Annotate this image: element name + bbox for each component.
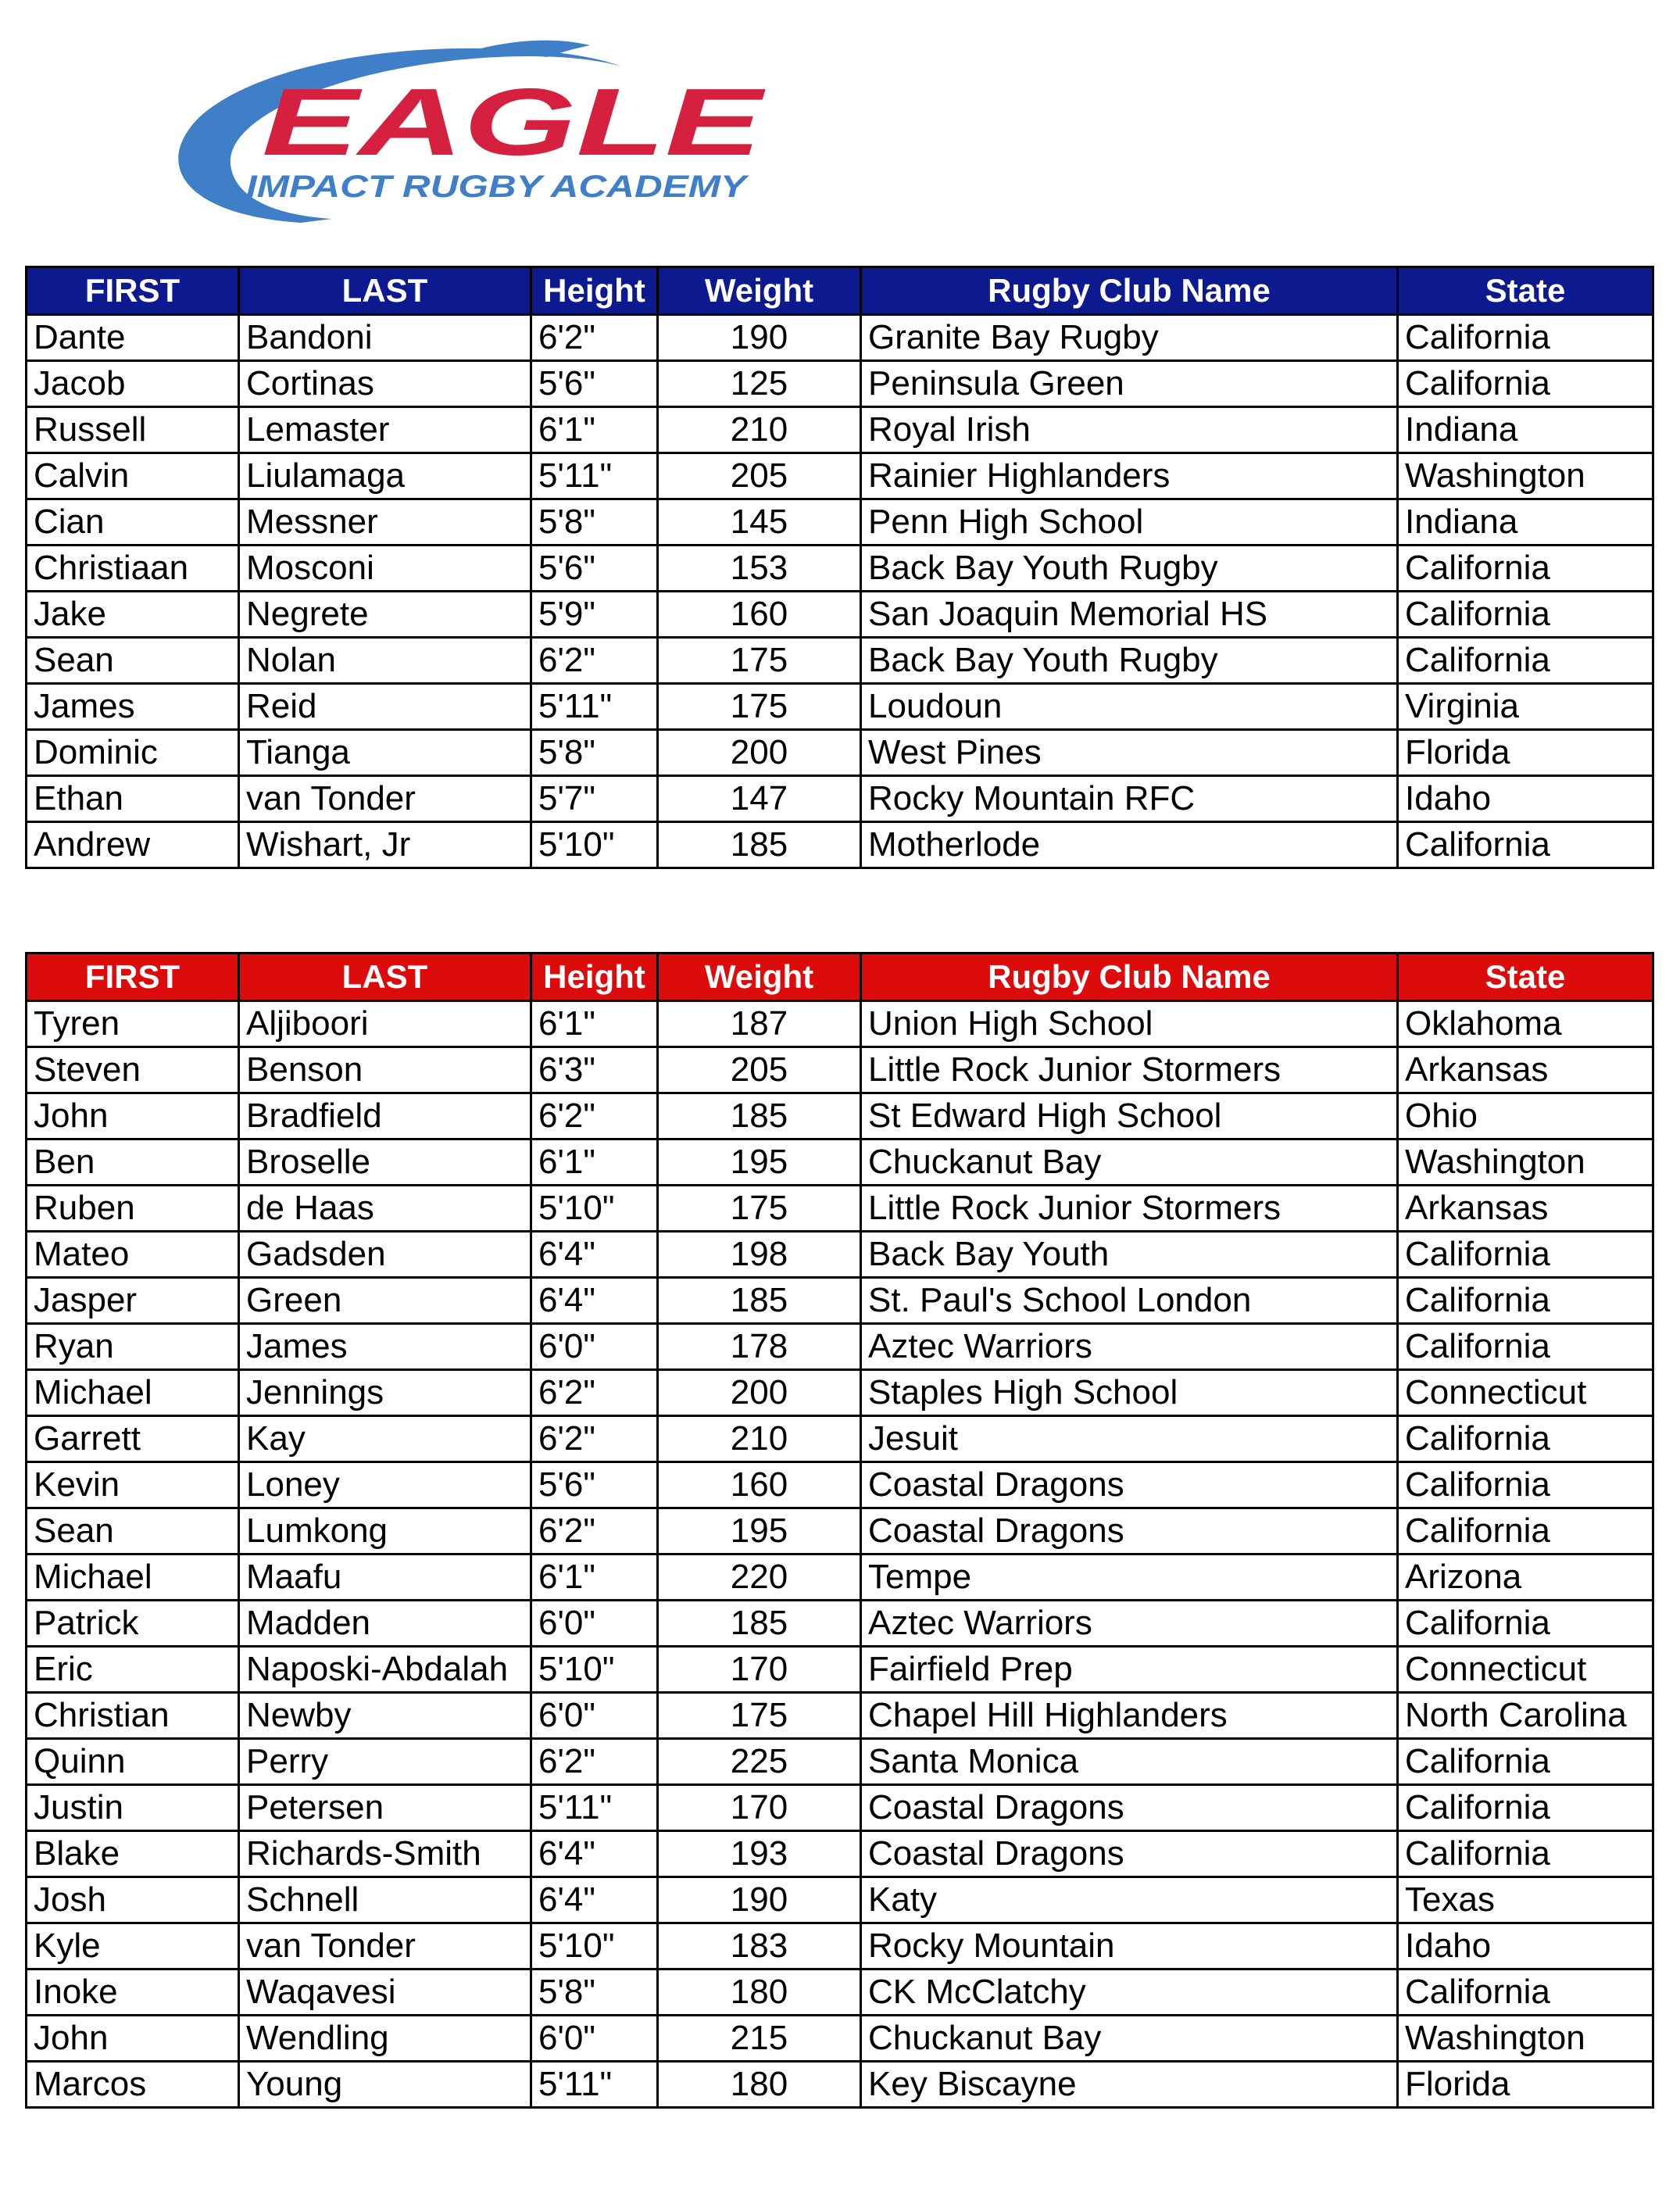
cell-club-name: Chuckanut Bay xyxy=(861,1139,1398,1186)
table-row xyxy=(27,1508,1653,1554)
table-row xyxy=(27,453,1653,499)
cell-last-name: Wishart, Jr xyxy=(239,822,531,868)
cell-club-name: West Pines xyxy=(861,730,1398,776)
cell-height: 6'0" xyxy=(531,1601,658,1647)
column-header-state: State xyxy=(1398,267,1653,315)
cell-weight: 170 xyxy=(658,1785,861,1831)
cell-last-name: Lemaster xyxy=(239,407,531,453)
cell-first-name: Kevin xyxy=(27,1462,239,1508)
cell-last-name: Waqavesi xyxy=(239,1970,531,2016)
cell-state: California xyxy=(1398,546,1653,592)
cell-last-name: Mosconi xyxy=(239,546,531,592)
cell-club-name: Coastal Dragons xyxy=(861,1785,1398,1831)
cell-last-name: Negrete xyxy=(239,592,531,638)
cell-weight: 180 xyxy=(658,1970,861,2016)
cell-first-name: Patrick xyxy=(27,1601,239,1647)
cell-height: 6'4" xyxy=(531,1278,658,1324)
cell-first-name: Ryan xyxy=(27,1324,239,1370)
cell-last-name: Perry xyxy=(239,1739,531,1785)
cell-last-name: de Haas xyxy=(239,1186,531,1232)
column-header-last-name: LAST xyxy=(239,267,531,315)
table-row xyxy=(27,315,1653,361)
cell-state: Ohio xyxy=(1398,1093,1653,1139)
cell-weight: 153 xyxy=(658,546,861,592)
cell-state: Idaho xyxy=(1398,1923,1653,1970)
cell-last-name: Liulamaga xyxy=(239,453,531,499)
table-row xyxy=(27,361,1653,407)
cell-first-name: Ben xyxy=(27,1139,239,1186)
table-row xyxy=(27,1554,1653,1601)
cell-club-name: Back Bay Youth Rugby xyxy=(861,638,1398,684)
cell-first-name: Jasper xyxy=(27,1278,239,1324)
cell-last-name: van Tonder xyxy=(239,776,531,822)
cell-first-name: Andrew xyxy=(27,822,239,868)
table-row xyxy=(27,1324,1653,1370)
table-row xyxy=(27,1370,1653,1416)
cell-weight: 160 xyxy=(658,1462,861,1508)
cell-first-name: Ethan xyxy=(27,776,239,822)
cell-club-name: Royal Irish xyxy=(861,407,1398,453)
cell-height: 6'2" xyxy=(531,1739,658,1785)
cell-weight: 205 xyxy=(658,453,861,499)
cell-first-name: John xyxy=(27,1093,239,1139)
cell-weight: 185 xyxy=(658,1093,861,1139)
cell-state: Indiana xyxy=(1398,407,1653,453)
cell-state: Idaho xyxy=(1398,776,1653,822)
cell-height: 5'6" xyxy=(531,1462,658,1508)
cell-last-name: Maafu xyxy=(239,1554,531,1601)
cell-height: 6'4" xyxy=(531,1232,658,1278)
table-row xyxy=(27,776,1653,822)
column-header-first-name: FIRST xyxy=(27,267,239,315)
cell-last-name: Petersen xyxy=(239,1785,531,1831)
logo-subtitle: IMPACT RUGBY ACADEMY xyxy=(246,170,750,204)
cell-weight: 220 xyxy=(658,1554,861,1601)
column-header-first-name: FIRST xyxy=(27,953,239,1001)
cell-height: 6'0" xyxy=(531,1693,658,1739)
cell-last-name: Nolan xyxy=(239,638,531,684)
cell-first-name: Eric xyxy=(27,1647,239,1693)
cell-state: California xyxy=(1398,1739,1653,1785)
cell-state: California xyxy=(1398,1970,1653,2016)
cell-height: 6'3" xyxy=(531,1047,658,1093)
cell-club-name: Coastal Dragons xyxy=(861,1462,1398,1508)
cell-first-name: Kyle xyxy=(27,1923,239,1970)
cell-club-name: CK McClatchy xyxy=(861,1970,1398,2016)
cell-height: 6'0" xyxy=(531,2016,658,2062)
table-row xyxy=(27,1877,1653,1923)
cell-weight: 205 xyxy=(658,1047,861,1093)
cell-club-name: Santa Monica xyxy=(861,1739,1398,1785)
cell-state: Virginia xyxy=(1398,684,1653,730)
column-header-weight: Weight xyxy=(658,267,861,315)
cell-first-name: Marcos xyxy=(27,2062,239,2108)
table-row xyxy=(27,1647,1653,1693)
cell-height: 6'2" xyxy=(531,1093,658,1139)
cell-last-name: Gadsden xyxy=(239,1232,531,1278)
cell-state: California xyxy=(1398,592,1653,638)
cell-last-name: James xyxy=(239,1324,531,1370)
table-row xyxy=(27,2016,1653,2062)
cell-first-name: Jake xyxy=(27,592,239,638)
cell-state: California xyxy=(1398,638,1653,684)
table-row xyxy=(27,822,1653,868)
cell-height: 5'11" xyxy=(531,453,658,499)
cell-last-name: Newby xyxy=(239,1693,531,1739)
cell-club-name: Chapel Hill Highlanders xyxy=(861,1693,1398,1739)
table-row xyxy=(27,1278,1653,1324)
cell-first-name: Justin xyxy=(27,1785,239,1831)
cell-state: Indiana xyxy=(1398,499,1653,546)
cell-club-name: Rocky Mountain xyxy=(861,1923,1398,1970)
cell-state: Connecticut xyxy=(1398,1370,1653,1416)
cell-weight: 210 xyxy=(658,1416,861,1462)
cell-first-name: Michael xyxy=(27,1370,239,1416)
cell-state: California xyxy=(1398,1462,1653,1508)
cell-club-name: St. Paul's School London xyxy=(861,1278,1398,1324)
cell-last-name: Cortinas xyxy=(239,361,531,407)
table-row xyxy=(27,1923,1653,1970)
table-row xyxy=(27,1601,1653,1647)
cell-height: 6'1" xyxy=(531,407,658,453)
table-row xyxy=(27,1232,1653,1278)
cell-last-name: van Tonder xyxy=(239,1923,531,1970)
cell-club-name: Tempe xyxy=(861,1554,1398,1601)
cell-last-name: Naposki-Abdalah xyxy=(239,1647,531,1693)
cell-state: Arkansas xyxy=(1398,1186,1653,1232)
cell-last-name: Kay xyxy=(239,1416,531,1462)
cell-weight: 125 xyxy=(658,361,861,407)
cell-weight: 198 xyxy=(658,1232,861,1278)
table-row xyxy=(27,684,1653,730)
cell-weight: 193 xyxy=(658,1831,861,1877)
cell-club-name: Back Bay Youth xyxy=(861,1232,1398,1278)
cell-weight: 170 xyxy=(658,1647,861,1693)
cell-first-name: Tyren xyxy=(27,1001,239,1047)
cell-state: Florida xyxy=(1398,2062,1653,2108)
cell-first-name: Mateo xyxy=(27,1232,239,1278)
cell-height: 5'11" xyxy=(531,2062,658,2108)
cell-first-name: Quinn xyxy=(27,1739,239,1785)
cell-club-name: Aztec Warriors xyxy=(861,1601,1398,1647)
cell-club-name: Katy xyxy=(861,1877,1398,1923)
cell-club-name: Coastal Dragons xyxy=(861,1831,1398,1877)
cell-height: 6'2" xyxy=(531,638,658,684)
cell-weight: 185 xyxy=(658,822,861,868)
cell-state: California xyxy=(1398,315,1653,361)
cell-first-name: Calvin xyxy=(27,453,239,499)
cell-last-name: Messner xyxy=(239,499,531,546)
cell-state: Texas xyxy=(1398,1877,1653,1923)
cell-first-name: James xyxy=(27,684,239,730)
cell-club-name: Rocky Mountain RFC xyxy=(861,776,1398,822)
cell-height: 6'1" xyxy=(531,1001,658,1047)
cell-weight: 187 xyxy=(658,1001,861,1047)
cell-state: California xyxy=(1398,361,1653,407)
cell-club-name: Little Rock Junior Stormers xyxy=(861,1047,1398,1093)
cell-last-name: Aljiboori xyxy=(239,1001,531,1047)
cell-height: 6'1" xyxy=(531,1139,658,1186)
cell-weight: 175 xyxy=(658,638,861,684)
cell-weight: 175 xyxy=(658,684,861,730)
cell-weight: 190 xyxy=(658,315,861,361)
table-header-row xyxy=(27,953,1653,1001)
cell-club-name: Jesuit xyxy=(861,1416,1398,1462)
roster-table-1 xyxy=(25,266,1654,869)
cell-state: Washington xyxy=(1398,453,1653,499)
table-row xyxy=(27,1693,1653,1739)
cell-height: 5'10" xyxy=(531,822,658,868)
table-row xyxy=(27,1785,1653,1831)
cell-state: Oklahoma xyxy=(1398,1001,1653,1047)
cell-last-name: Benson xyxy=(239,1047,531,1093)
table-row xyxy=(27,499,1653,546)
cell-weight: 200 xyxy=(658,1370,861,1416)
cell-state: California xyxy=(1398,1278,1653,1324)
cell-height: 5'10" xyxy=(531,1647,658,1693)
table-row xyxy=(27,1416,1653,1462)
cell-first-name: Josh xyxy=(27,1877,239,1923)
cell-first-name: Cian xyxy=(27,499,239,546)
cell-height: 5'11" xyxy=(531,1785,658,1831)
cell-weight: 160 xyxy=(658,592,861,638)
cell-state: California xyxy=(1398,1324,1653,1370)
cell-state: California xyxy=(1398,822,1653,868)
cell-weight: 195 xyxy=(658,1508,861,1554)
cell-first-name: Jacob xyxy=(27,361,239,407)
table-row xyxy=(27,1186,1653,1232)
column-header-club-name: Rugby Club Name xyxy=(861,953,1398,1001)
roster-table-2 xyxy=(25,952,1654,2109)
column-header-last-name: LAST xyxy=(239,953,531,1001)
cell-club-name: Aztec Warriors xyxy=(861,1324,1398,1370)
cell-club-name: Fairfield Prep xyxy=(861,1647,1398,1693)
cell-weight: 145 xyxy=(658,499,861,546)
cell-club-name: Peninsula Green xyxy=(861,361,1398,407)
cell-club-name: Rainier Highlanders xyxy=(861,453,1398,499)
table-row xyxy=(27,1462,1653,1508)
cell-first-name: John xyxy=(27,2016,239,2062)
cell-state: Florida xyxy=(1398,730,1653,776)
cell-last-name: Bradfield xyxy=(239,1093,531,1139)
cell-last-name: Tianga xyxy=(239,730,531,776)
cell-last-name: Schnell xyxy=(239,1877,531,1923)
cell-last-name: Broselle xyxy=(239,1139,531,1186)
column-header-height: Height xyxy=(531,953,658,1001)
cell-height: 6'4" xyxy=(531,1831,658,1877)
cell-first-name: Inoke xyxy=(27,1970,239,2016)
cell-height: 6'1" xyxy=(531,1554,658,1601)
cell-last-name: Wendling xyxy=(239,2016,531,2062)
cell-state: California xyxy=(1398,1508,1653,1554)
cell-club-name: Penn High School xyxy=(861,499,1398,546)
cell-height: 5'6" xyxy=(531,546,658,592)
table-row xyxy=(27,592,1653,638)
cell-height: 6'0" xyxy=(531,1324,658,1370)
cell-first-name: Dominic xyxy=(27,730,239,776)
cell-height: 6'4" xyxy=(531,1877,658,1923)
cell-height: 5'8" xyxy=(531,499,658,546)
cell-state: Arkansas xyxy=(1398,1047,1653,1093)
cell-last-name: Lumkong xyxy=(239,1508,531,1554)
cell-weight: 183 xyxy=(658,1923,861,1970)
column-header-club-name: Rugby Club Name xyxy=(861,267,1398,315)
cell-last-name: Madden xyxy=(239,1601,531,1647)
cell-state: California xyxy=(1398,1416,1653,1462)
table-row xyxy=(27,1139,1653,1186)
cell-state: California xyxy=(1398,1232,1653,1278)
cell-weight: 200 xyxy=(658,730,861,776)
cell-first-name: Sean xyxy=(27,638,239,684)
cell-first-name: Christiaan xyxy=(27,546,239,592)
cell-club-name: St Edward High School xyxy=(861,1093,1398,1139)
cell-state: Connecticut xyxy=(1398,1647,1653,1693)
cell-state: Washington xyxy=(1398,2016,1653,2062)
cell-first-name: Garrett xyxy=(27,1416,239,1462)
cell-first-name: Dante xyxy=(27,315,239,361)
table-row xyxy=(27,1001,1653,1047)
cell-weight: 185 xyxy=(658,1601,861,1647)
table-row xyxy=(27,638,1653,684)
cell-state: California xyxy=(1398,1831,1653,1877)
cell-club-name: Granite Bay Rugby xyxy=(861,315,1398,361)
cell-weight: 175 xyxy=(658,1186,861,1232)
cell-height: 6'2" xyxy=(531,1416,658,1462)
cell-height: 6'2" xyxy=(531,1508,658,1554)
cell-state: Washington xyxy=(1398,1139,1653,1186)
cell-height: 5'10" xyxy=(531,1923,658,1970)
cell-weight: 195 xyxy=(658,1139,861,1186)
cell-first-name: Christian xyxy=(27,1693,239,1739)
cell-first-name: Steven xyxy=(27,1047,239,1093)
cell-club-name: Coastal Dragons xyxy=(861,1508,1398,1554)
column-header-weight: Weight xyxy=(658,953,861,1001)
table-row xyxy=(27,730,1653,776)
cell-height: 5'11" xyxy=(531,684,658,730)
logo-title: EAGLE xyxy=(262,69,767,175)
cell-state: Arizona xyxy=(1398,1554,1653,1601)
cell-club-name: Motherlode xyxy=(861,822,1398,868)
cell-height: 5'8" xyxy=(531,730,658,776)
cell-height: 6'2" xyxy=(531,1370,658,1416)
cell-state: California xyxy=(1398,1785,1653,1831)
cell-last-name: Jennings xyxy=(239,1370,531,1416)
cell-club-name: Staples High School xyxy=(861,1370,1398,1416)
cell-weight: 190 xyxy=(658,1877,861,1923)
cell-state: California xyxy=(1398,1601,1653,1647)
cell-first-name: Ruben xyxy=(27,1186,239,1232)
table-row xyxy=(27,1093,1653,1139)
cell-weight: 215 xyxy=(658,2016,861,2062)
cell-last-name: Reid xyxy=(239,684,531,730)
cell-height: 5'10" xyxy=(531,1186,658,1232)
cell-first-name: Blake xyxy=(27,1831,239,1877)
cell-weight: 210 xyxy=(658,407,861,453)
cell-club-name: Back Bay Youth Rugby xyxy=(861,546,1398,592)
cell-height: 6'2" xyxy=(531,315,658,361)
cell-weight: 185 xyxy=(658,1278,861,1324)
cell-weight: 175 xyxy=(658,1693,861,1739)
cell-weight: 225 xyxy=(658,1739,861,1785)
table-row xyxy=(27,407,1653,453)
cell-height: 5'7" xyxy=(531,776,658,822)
cell-club-name: Loudoun xyxy=(861,684,1398,730)
cell-last-name: Green xyxy=(239,1278,531,1324)
cell-first-name: Sean xyxy=(27,1508,239,1554)
table-row xyxy=(27,1739,1653,1785)
cell-weight: 180 xyxy=(658,2062,861,2108)
cell-club-name: Key Biscayne xyxy=(861,2062,1398,2108)
eagle-logo xyxy=(152,31,777,227)
cell-weight: 147 xyxy=(658,776,861,822)
table-row xyxy=(27,546,1653,592)
cell-club-name: Little Rock Junior Stormers xyxy=(861,1186,1398,1232)
column-header-height: Height xyxy=(531,267,658,315)
cell-last-name: Loney xyxy=(239,1462,531,1508)
table-row xyxy=(27,1970,1653,2016)
cell-club-name: Union High School xyxy=(861,1001,1398,1047)
cell-last-name: Young xyxy=(239,2062,531,2108)
cell-last-name: Richards-Smith xyxy=(239,1831,531,1877)
cell-height: 5'9" xyxy=(531,592,658,638)
table-row xyxy=(27,1047,1653,1093)
cell-club-name: Chuckanut Bay xyxy=(861,2016,1398,2062)
column-header-state: State xyxy=(1398,953,1653,1001)
cell-club-name: San Joaquin Memorial HS xyxy=(861,592,1398,638)
cell-state: North Carolina xyxy=(1398,1693,1653,1739)
table-row xyxy=(27,2062,1653,2108)
table-header-row xyxy=(27,267,1653,315)
cell-first-name: Michael xyxy=(27,1554,239,1601)
cell-height: 5'6" xyxy=(531,361,658,407)
cell-last-name: Bandoni xyxy=(239,315,531,361)
cell-height: 5'8" xyxy=(531,1970,658,2016)
table-row xyxy=(27,1831,1653,1877)
cell-first-name: Russell xyxy=(27,407,239,453)
cell-weight: 178 xyxy=(658,1324,861,1370)
